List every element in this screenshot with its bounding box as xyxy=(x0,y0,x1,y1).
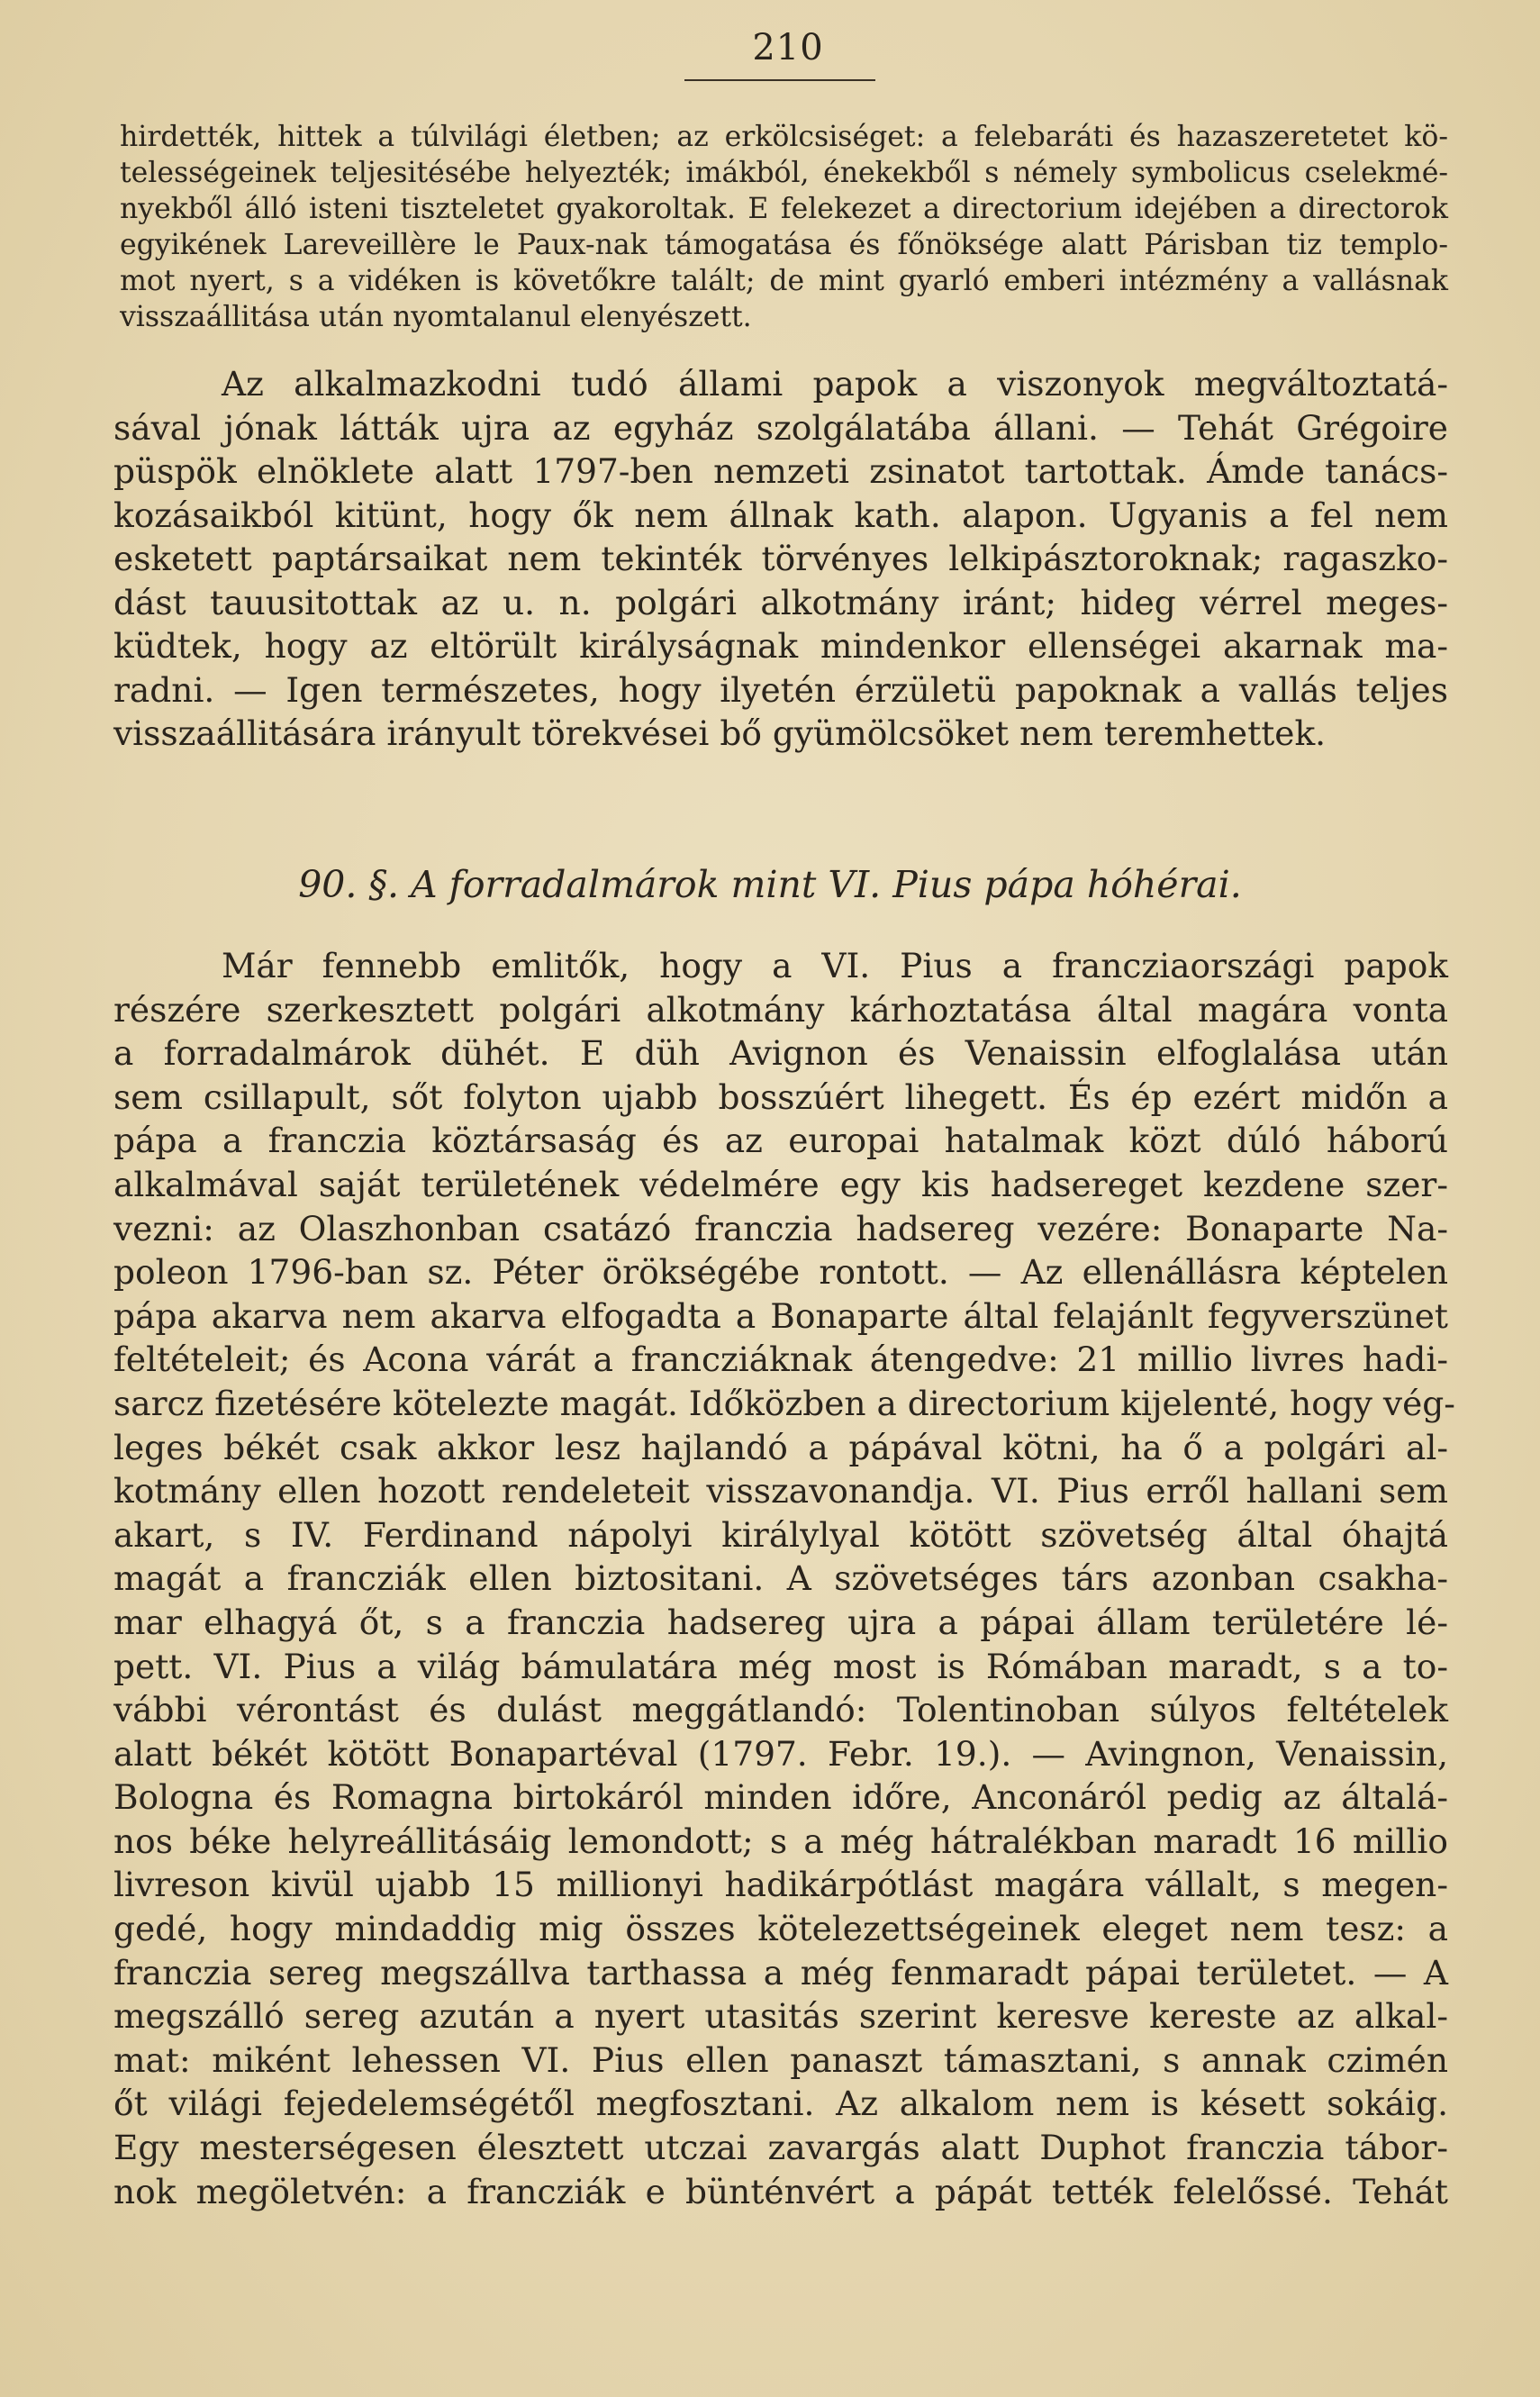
text-line: poleon 1796-ban sz. Péter örökségébe rontott. — Az ellenállásra képtelen xyxy=(113,1252,1448,1293)
text-line: őt világi fejedelemségétől megfosztani. Az alkalom nem is késett sokáig. xyxy=(113,2084,1448,2124)
text-line: pett. VI. Pius a világ bámulatára még most is Rómában maradt, s a to- xyxy=(113,1646,1448,1686)
text-line: akart, s IV. Ferdinand nápolyi királylyal kötött szövetség által óhajtá xyxy=(113,1514,1448,1555)
text-line: pápa akarva nem akarva elfogadta a Bonaparte által felajánlt fegyverszünet xyxy=(113,1295,1448,1336)
text-line: nok megöletvén: a francziák e bünténvért a pápát tették felelőssé. Tehát xyxy=(113,2171,1448,2211)
text-line: Bologna és Romagna birtokáról minden időre, Anconáról pedig az általá- xyxy=(113,1777,1448,1818)
text-line: részére szerkesztett polgári alkotmány kárhoztatása által magára vonta xyxy=(113,989,1448,1030)
text-line: sarcz fizetésére kötelezte magát. Időközben a directorium kijelenté, hogy vég- xyxy=(113,1383,1455,1423)
text-line: megszálló sereg azután a nyert utasitás szerint keresve kereste az alkal- xyxy=(113,1996,1448,2037)
text-line: püspök elnöklete alatt 1797-ben nemzeti zsinatot tartottak. Ámde tanács- xyxy=(113,451,1448,491)
text-line: franczia sereg megszállva tarthassa a még fenmaradt pápai területet. — A xyxy=(113,1952,1448,1993)
section-heading: 90. §. A forradalmárok mint VI. Pius pápa hóhérai. xyxy=(298,863,1242,906)
text-line: Már fennebb emlitők, hogy a VI. Pius a francziaországi papok xyxy=(222,946,1448,985)
text-line: esketett paptársaikat nem tekinték törvényes lelkipásztoroknak; ragaszko- xyxy=(113,539,1448,578)
text-line: visszaállitása után nyomtalanul elenyészett. xyxy=(120,301,752,333)
text-line: egyikének Lareveillère le Paux-nak támogatása és főnöksége alatt Párisban tiz templo- xyxy=(120,229,1448,261)
text-line: radni. — Igen természetes, hogy ilyetén érzületü papoknak a vallás teljes xyxy=(113,669,1448,710)
text-line: alatt békét kötött Bonapartéval (1797. Febr. 19.). — Avingnon, Venaissin, xyxy=(113,1733,1448,1774)
paragraph-grégoire-synod xyxy=(113,362,1448,756)
paragraph-pius-vi xyxy=(113,944,1455,2213)
text-line: mat: miként lehessen VI. Pius ellen panaszt támasztani, s annak czimén xyxy=(113,2039,1448,2080)
text-line: alkalmával saját területének védelmére egy kis hadsereget kezdene szer- xyxy=(113,1164,1448,1204)
header-rule xyxy=(684,79,875,81)
text-line: vábbi vérontást és dulást meggátlandó: Tolentinoban súlyos feltételek xyxy=(113,1690,1448,1730)
page-number: 210 xyxy=(752,27,824,68)
text-line: Egy mesterségesen élesztett utczai zavargás alatt Duphot franczia tábor- xyxy=(113,2128,1448,2168)
text-line: livreson kivül ujabb 15 millionyi hadikárpótlást magára vállalt, s megen- xyxy=(113,1865,1448,1905)
text-line: küdtek, hogy az eltörült királyságnak mindenkor ellenségei akarnak ma- xyxy=(113,626,1448,666)
text-line: kozásaikból kitünt, hogy ők nem állnak kath. alapon. Ugyanis a fel nem xyxy=(113,495,1448,535)
text-line: magát a francziák ellen biztositani. A szövetséges társ azonban csakha- xyxy=(113,1558,1448,1599)
text-line: mar elhagyá őt, s a franczia hadsereg ujra a pápai állam területére lé- xyxy=(113,1602,1448,1642)
text-line: telességeinek teljesitésébe helyezték; imákból, énekekből s némely symbolicus cselekmé- xyxy=(120,157,1448,189)
text-line: dást tauusitottak az u. n. polgári alkotmány iránt; hideg vérrel meges- xyxy=(113,582,1448,622)
text-line: feltételeit; és Acona várát a francziáknak átengedve: 21 millio livres hadi- xyxy=(113,1339,1448,1380)
text-line: pápa a franczia köztársaság és az europai hatalmak közt dúló háború xyxy=(113,1121,1448,1161)
text-line: sával jónak látták ujra az egyház szolgálatába állani. — Tehát Grégoire xyxy=(113,407,1448,448)
text-line: mot nyert, s a vidéken is követőkre talált; de mint gyarló emberi intézmény a vallásnak xyxy=(120,265,1448,297)
text-line: nos béke helyreállitásáig lemondott; s a még hátralékban maradt 16 millio xyxy=(113,1820,1448,1861)
text-line: sem csillapult, sőt folyton ujabb bosszúért lihegett. És ép ezért midőn a xyxy=(113,1076,1448,1117)
text-line: leges békét csak akkor lesz hajlandó a pápával kötni, ha ő a polgári al- xyxy=(113,1427,1448,1467)
text-line: visszaállitására irányult törekvései bő gyümölcsöket nem teremhettek. xyxy=(113,713,1327,753)
text-line: nyekből álló isteni tiszteletet gyakoroltak. E felekezet a directorium idejében a directorok xyxy=(120,193,1448,225)
text-line: kotmány ellen hozott rendeleteit visszavonandja. VI. Pius erről hallani sem xyxy=(113,1471,1448,1512)
footnote-paragraph xyxy=(120,119,1448,335)
text-line: gedé, hogy mindaddig mig összes kötelezettségeinek eleget nem tesz: a xyxy=(113,1909,1448,1949)
text-line: Az alkalmazkodni tudó állami papok a viszonyok megváltoztatá- xyxy=(222,364,1448,404)
text-line: hirdették, hittek a túlvilági életben; az erkölcsiséget: a felebaráti és hazaszeretetet kö- xyxy=(120,121,1448,153)
text-line: vezni: az Olaszhonban csatázó franczia hadsereg vezére: Bonaparte Na- xyxy=(113,1208,1448,1248)
text-line: a forradalmárok dühét. E düh Avignon és Venaissin elfoglalása után xyxy=(113,1033,1448,1074)
